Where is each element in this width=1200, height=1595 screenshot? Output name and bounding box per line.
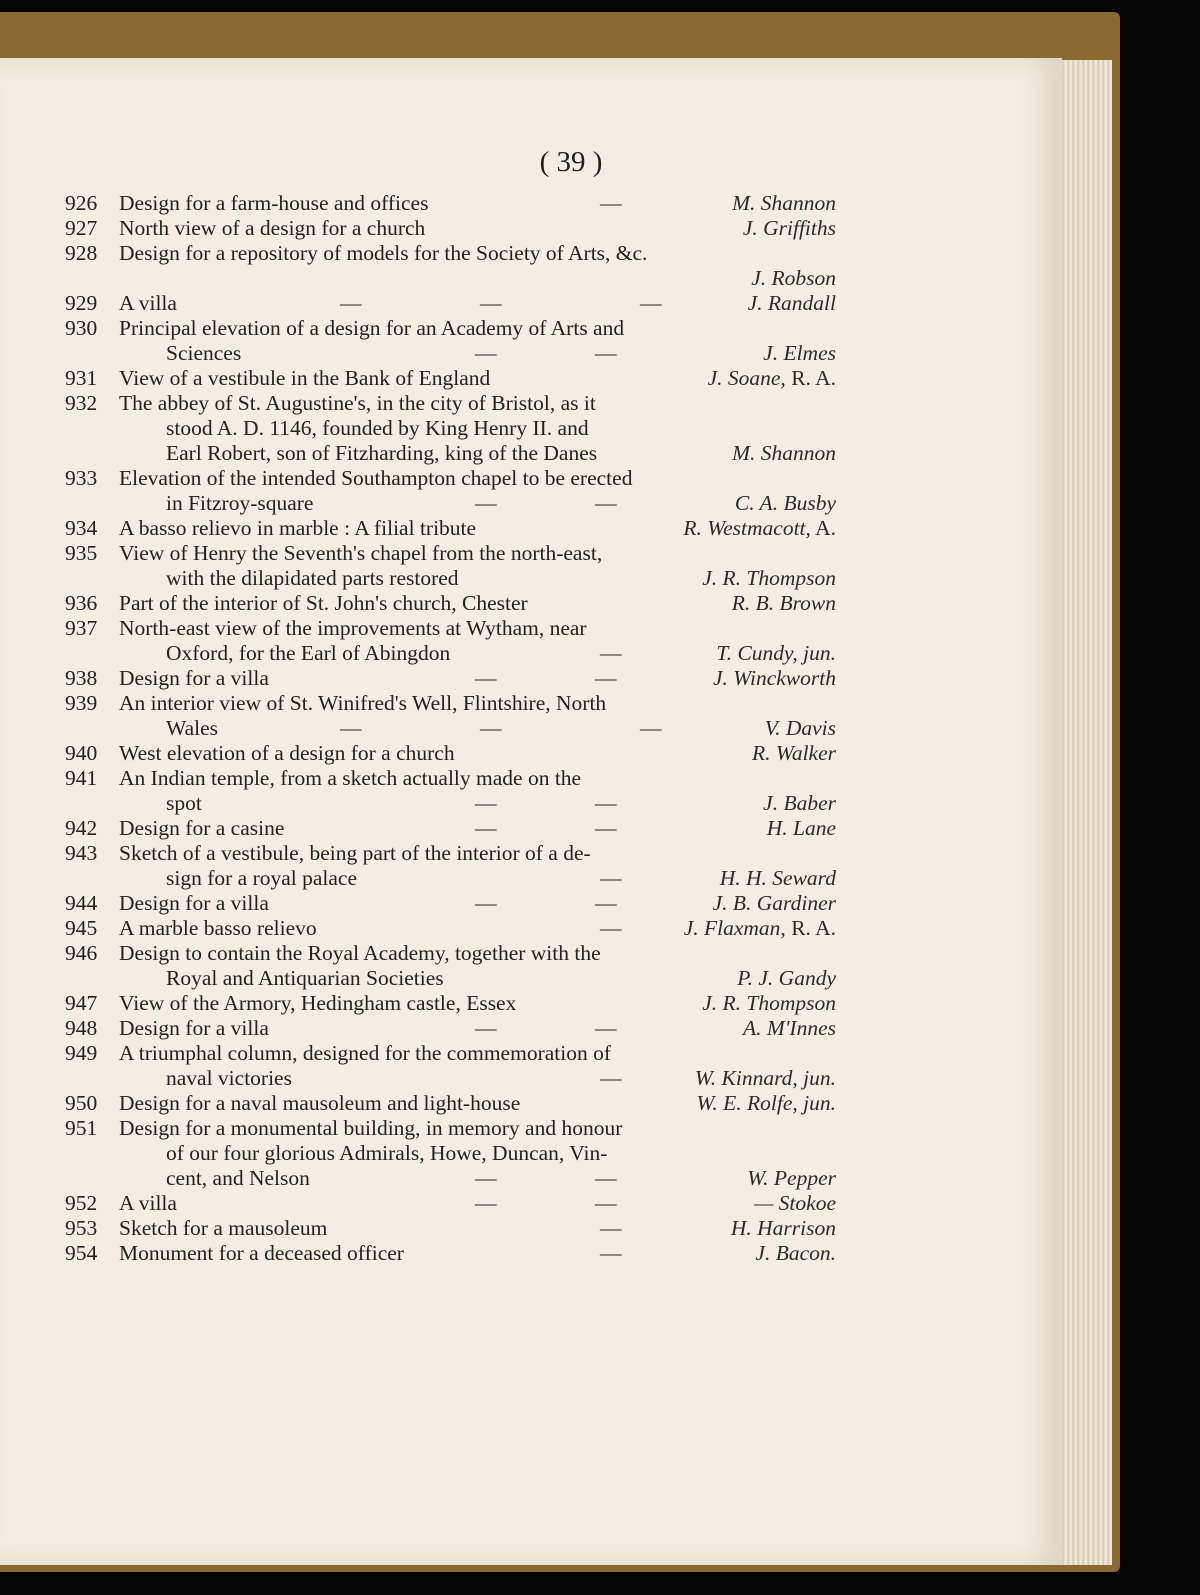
entry-title: An Indian temple, from a sketch actually made on the	[119, 766, 582, 790]
artist-name	[732, 191, 836, 216]
entry-line	[0, 1141, 1062, 1166]
artist-name-text: J. Robson	[751, 266, 836, 290]
artist-name-text: J. Soane,	[707, 366, 786, 390]
leader-dash: —	[600, 1066, 622, 1090]
entry-number: 935	[65, 541, 98, 565]
leader-dash: —	[595, 341, 617, 365]
entry-number: 933	[65, 466, 98, 490]
artist-name-text: A. M'Innes	[743, 1016, 836, 1040]
artist-name-text: J. Baber	[763, 791, 836, 815]
artist-name	[732, 591, 836, 616]
leader-dash: —	[600, 641, 622, 665]
leader-dash: —	[595, 666, 617, 690]
entry-number: 936	[65, 591, 98, 615]
entry-line	[0, 841, 1062, 866]
entry-line	[0, 866, 1062, 891]
entry-number: 946	[65, 941, 98, 965]
artist-name	[763, 791, 836, 816]
entry-line	[0, 1066, 1062, 1091]
entry-title: stood A. D. 1146, founded by King Henry II. and	[166, 416, 589, 440]
entry-line	[0, 816, 1062, 841]
entry-line	[0, 1216, 1062, 1241]
entry-line	[0, 291, 1062, 316]
artist-name	[754, 1191, 836, 1216]
entry-number: 945	[65, 916, 98, 940]
artist-name	[731, 1216, 836, 1241]
entry-number: 930	[65, 316, 98, 340]
entry-line	[0, 416, 1062, 441]
leader-dash: —	[480, 291, 502, 315]
entry-title: Earl Robert, son of Fitzharding, king of the Danes	[166, 441, 598, 465]
artist-name-text: R. B. Brown	[731, 591, 836, 615]
entry-line	[0, 916, 1062, 941]
entry-number: 954	[65, 1241, 98, 1265]
artist-name-text: P. J. Gandy	[737, 966, 836, 990]
artist-name	[702, 991, 836, 1016]
entry-title: An interior view of St. Winifred's Well, Flintshire, North	[119, 691, 607, 715]
artist-name	[696, 1091, 836, 1116]
entry-title: Design for a casine	[119, 816, 285, 840]
entry-number: 949	[65, 1041, 98, 1065]
entry-title: A triumphal column, designed for the commemoration of	[119, 1041, 612, 1065]
artist-name-text: J. Bacon.	[755, 1241, 836, 1265]
leader-dash: —	[595, 791, 617, 815]
artist-name	[743, 1016, 836, 1041]
entry-title: A villa	[119, 1191, 177, 1215]
entry-number: 928	[65, 241, 98, 265]
entry-number: 926	[65, 191, 98, 215]
entry-line	[0, 191, 1062, 216]
entry-number: 953	[65, 1216, 98, 1240]
artist-name	[748, 291, 836, 316]
leader-dash: —	[480, 716, 502, 740]
artist-name	[743, 216, 836, 241]
entry-title: spot	[166, 791, 202, 815]
entry-title: Part of the interior of St. John's church, Chester	[119, 591, 528, 615]
entry-title: The abbey of St. Augustine's, in the city of Bristol, as it	[119, 391, 596, 415]
leader-dash: —	[595, 816, 617, 840]
artist-name-text: J. Elmes	[763, 341, 836, 365]
artist-name	[765, 716, 836, 741]
entry-title: Oxford, for the Earl of Abingdon	[166, 641, 451, 665]
artist-name-text: J. B. Gardiner	[712, 891, 836, 915]
artist-name-text: H. H. Seward	[719, 866, 836, 890]
entry-title: View of Henry the Seventh's chapel from the north-east,	[119, 541, 603, 565]
artist-name	[755, 1241, 836, 1266]
entry-line	[0, 1091, 1062, 1116]
leader-dash: —	[475, 341, 497, 365]
artist-name	[684, 916, 836, 941]
entry-number: 932	[65, 391, 98, 415]
entry-line	[0, 316, 1062, 341]
artist-name-text: J. Randall	[747, 291, 836, 315]
entry-number: 952	[65, 1191, 98, 1215]
entry-title: A villa	[119, 291, 177, 315]
entry-number: 941	[65, 766, 98, 790]
artist-name-text: J. Griffiths	[742, 216, 836, 240]
entry-number: 937	[65, 616, 98, 640]
artist-name	[737, 966, 836, 991]
entry-line	[0, 341, 1062, 366]
artist-honour: R. A.	[785, 916, 836, 940]
entry-line	[0, 391, 1062, 416]
entry-line	[0, 666, 1062, 691]
leader-dash: —	[475, 666, 497, 690]
entry-line	[0, 1016, 1062, 1041]
entry-line	[0, 366, 1062, 391]
entry-title: Sciences	[166, 341, 242, 365]
entry-title: Monument for a deceased officer	[119, 1241, 404, 1265]
entry-number: 927	[65, 216, 98, 240]
entry-title: cent, and Nelson	[166, 1166, 310, 1190]
entry-line	[0, 241, 1062, 266]
entry-title: Design for a monumental building, in memory and honour	[119, 1116, 623, 1140]
leader-dash: —	[600, 916, 622, 940]
leader-dash: —	[340, 291, 362, 315]
artist-name	[747, 1166, 836, 1191]
entry-title: Design for a naval mausoleum and light-house	[119, 1091, 521, 1115]
entry-title: Principal elevation of a design for an Academy of Arts and	[119, 316, 625, 340]
entry-line	[0, 216, 1062, 241]
leader-dash: —	[340, 716, 362, 740]
entry-title: in Fitzroy-square	[166, 491, 314, 515]
entry-line	[0, 441, 1062, 466]
entry-line	[0, 516, 1062, 541]
artist-name-text: R. Westmacott,	[683, 516, 811, 540]
entry-title: Design for a villa	[119, 666, 269, 690]
artist-name-text: C. A. Busby	[734, 491, 836, 515]
artist-name	[708, 366, 836, 391]
leader-dash: —	[640, 291, 662, 315]
artist-name-text: V. Davis	[764, 716, 836, 740]
artist-name-text: M. Shannon	[732, 441, 836, 465]
artist-name-text: J. Flaxman,	[683, 916, 786, 940]
entry-title: North view of a design for a church	[119, 216, 426, 240]
artist-name-text: J. R. Thompson	[702, 566, 836, 590]
entry-line	[0, 266, 1062, 291]
entry-number: 947	[65, 991, 98, 1015]
leader-dash: —	[595, 1166, 617, 1190]
entry-number: 931	[65, 366, 98, 390]
artist-name-text: J. R. Thompson	[702, 991, 836, 1015]
entry-number: 950	[65, 1091, 98, 1115]
entry-line	[0, 491, 1062, 516]
entry-title: of our four glorious Admirals, Howe, Duncan, Vin-	[166, 1141, 608, 1165]
entry-number: 942	[65, 816, 98, 840]
leader-dash: —	[600, 1241, 622, 1265]
entry-number: 943	[65, 841, 98, 865]
artist-honour: R. A.	[785, 366, 836, 390]
entry-line	[0, 641, 1062, 666]
entry-title: Design to contain the Royal Academy, together with the	[119, 941, 601, 965]
entry-title: Wales	[166, 716, 218, 740]
entry-title: View of the Armory, Hedingham castle, Essex	[119, 991, 517, 1015]
entry-line	[0, 791, 1062, 816]
artist-name	[702, 566, 836, 591]
entry-title: A marble basso relievo	[119, 916, 317, 940]
entry-title: naval victories	[166, 1066, 292, 1090]
entry-line	[0, 616, 1062, 641]
entry-number: 940	[65, 741, 98, 765]
artist-name	[683, 516, 836, 541]
entry-line	[0, 591, 1062, 616]
leader-dash: —	[595, 1191, 617, 1215]
artist-name-text: W. Pepper	[747, 1166, 836, 1190]
page-number: ( 39 )	[539, 146, 603, 178]
artist-name	[695, 1066, 836, 1091]
entry-title: View of a vestibule in the Bank of England	[119, 366, 491, 390]
artist-name-text: — Stokoe	[754, 1191, 836, 1215]
leader-dash: —	[475, 1016, 497, 1040]
entry-title: Design for a villa	[119, 1016, 269, 1040]
entry-line	[0, 1041, 1062, 1066]
entry-line	[0, 891, 1062, 916]
entry-line	[0, 566, 1062, 591]
entry-line	[0, 1166, 1062, 1191]
artist-name	[752, 741, 836, 766]
leader-dash: —	[600, 191, 622, 215]
entry-number: 944	[65, 891, 98, 915]
entry-title: Sketch for a mausoleum	[119, 1216, 328, 1240]
artist-name-text: M. Shannon	[732, 191, 836, 215]
entry-number: 934	[65, 516, 98, 540]
entry-title: Design for a farm-house and offices	[119, 191, 429, 215]
artist-name-text: H. Lane	[766, 816, 836, 840]
artist-name-text: W. E. Rolfe, jun.	[696, 1091, 836, 1115]
entry-title: North-east view of the improvements at Wytham, near	[119, 616, 587, 640]
entry-title: A basso relievo in marble : A filial tribute	[119, 516, 477, 540]
artist-name	[735, 491, 836, 516]
leader-dash: —	[595, 491, 617, 515]
artist-name-text: H. Harrison	[730, 1216, 836, 1240]
entry-line	[0, 1116, 1062, 1141]
artist-honour: A.	[810, 516, 836, 540]
catalogue-entries	[0, 191, 1062, 1266]
entry-line	[0, 716, 1062, 741]
entry-line	[0, 1241, 1062, 1266]
entry-title: with the dilapidated parts restored	[166, 566, 459, 590]
entry-number: 951	[65, 1116, 98, 1140]
entry-title: Design for a repository of models for the Society of Arts, &c.	[119, 241, 648, 265]
entry-title: sign for a royal palace	[166, 866, 358, 890]
entry-title: Royal and Antiquarian Societies	[166, 966, 444, 990]
artist-name	[732, 441, 836, 466]
entry-line	[0, 941, 1062, 966]
artist-name	[720, 866, 836, 891]
book-page	[0, 58, 1062, 1565]
entry-number: 948	[65, 1016, 98, 1040]
artist-name-text: J. Winckworth	[712, 666, 836, 690]
entry-number: 939	[65, 691, 98, 715]
artist-name-text: W. Kinnard, jun.	[694, 1066, 836, 1090]
leader-dash: —	[475, 891, 497, 915]
artist-name-text: R. Walker	[752, 741, 836, 765]
entry-title: West elevation of a design for a church	[119, 741, 455, 765]
entry-line	[0, 466, 1062, 491]
leader-dash: —	[475, 491, 497, 515]
leader-dash: —	[640, 716, 662, 740]
artist-name	[767, 816, 836, 841]
leader-dash: —	[475, 816, 497, 840]
entry-line	[0, 741, 1062, 766]
leader-dash: —	[600, 866, 622, 890]
entry-line	[0, 766, 1062, 791]
leader-dash: —	[475, 1166, 497, 1190]
artist-name	[713, 891, 836, 916]
artist-name	[716, 641, 836, 666]
entry-title: Elevation of the intended Southampton chapel to be erected	[119, 466, 633, 490]
artist-name	[751, 266, 836, 291]
entry-title: Design for a villa	[119, 891, 269, 915]
artist-name	[713, 666, 836, 691]
leader-dash: —	[600, 1216, 622, 1240]
artist-name-text: T. Cundy, jun.	[716, 641, 836, 665]
entry-line	[0, 1191, 1062, 1216]
leader-dash: —	[595, 1016, 617, 1040]
entry-line	[0, 966, 1062, 991]
entry-line	[0, 991, 1062, 1016]
leader-dash: —	[475, 1191, 497, 1215]
entry-line	[0, 691, 1062, 716]
entry-number: 929	[65, 291, 98, 315]
entry-title: Sketch of a vestibule, being part of the interior of a de-	[119, 841, 591, 865]
leader-dash: —	[595, 891, 617, 915]
leader-dash: —	[475, 791, 497, 815]
entry-line	[0, 541, 1062, 566]
artist-name	[763, 341, 836, 366]
entry-number: 938	[65, 666, 98, 690]
